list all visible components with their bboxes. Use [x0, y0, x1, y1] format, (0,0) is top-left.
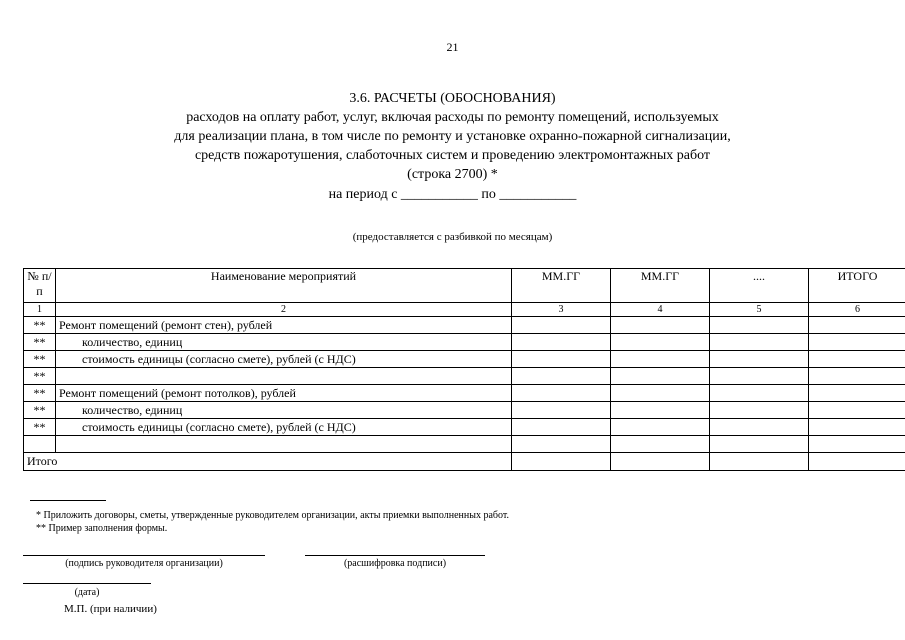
- row-name: стоимость единицы (согласно смете), рублей (с НДС): [56, 351, 512, 368]
- table-row: [24, 436, 905, 453]
- col-number: 4: [611, 303, 710, 317]
- cell[interactable]: [512, 351, 611, 368]
- total-label: Итого: [24, 453, 512, 471]
- cell[interactable]: [710, 385, 809, 402]
- cell[interactable]: [809, 436, 905, 453]
- cell[interactable]: [512, 385, 611, 402]
- decode-signature-line: [305, 555, 485, 556]
- page-number: 21: [446, 40, 459, 54]
- cell[interactable]: [512, 453, 611, 471]
- row-num: **: [24, 317, 56, 334]
- row-name: стоимость единицы (согласно смете), рублей (с НДС): [56, 419, 512, 436]
- header-num: № п/п: [24, 269, 56, 303]
- document-title: 3.6. РАСЧЕТЫ (ОБОСНОВАНИЯ): [349, 91, 556, 106]
- row-name: количество, единиц: [56, 402, 512, 419]
- footnote-divider: [30, 500, 106, 501]
- table-row: [24, 351, 905, 368]
- period-line: на период с ___________ по ___________: [328, 187, 577, 202]
- monthly-breakdown-note: (предоставляется с разбивкой по месяцам): [352, 231, 553, 243]
- col-number: 2: [56, 303, 512, 317]
- header-name: Наименование мероприятий: [56, 269, 512, 303]
- cell[interactable]: [710, 317, 809, 334]
- column-number-row: [24, 303, 905, 317]
- row-name: [56, 368, 512, 385]
- cell[interactable]: [710, 436, 809, 453]
- table-row: [24, 334, 905, 351]
- cell[interactable]: [809, 419, 905, 436]
- row-num: **: [24, 419, 56, 436]
- row-num: [24, 436, 56, 453]
- cell[interactable]: [710, 402, 809, 419]
- col-number: 6: [809, 303, 905, 317]
- date-caption: (дата): [74, 587, 100, 598]
- cell[interactable]: [809, 402, 905, 419]
- table-header-row: [24, 269, 905, 303]
- head-signature-line: [23, 555, 265, 556]
- cell[interactable]: [512, 368, 611, 385]
- title-line-5: (строка 2700) *: [407, 167, 498, 182]
- cell[interactable]: [512, 436, 611, 453]
- table-row: [24, 402, 905, 419]
- head-signature-caption: (подпись руководителя организации): [65, 558, 223, 569]
- header-month-2: ММ.ГГ: [611, 269, 710, 303]
- cell[interactable]: [710, 334, 809, 351]
- row-num: **: [24, 385, 56, 402]
- decode-signature-caption: (расшифровка подписи): [343, 558, 447, 569]
- footnote-2: ** Пример заполнения формы.: [36, 523, 168, 534]
- stamp-place: М.П. (при наличии): [64, 603, 157, 615]
- cell[interactable]: [611, 385, 710, 402]
- cell[interactable]: [809, 351, 905, 368]
- date-line: [23, 583, 151, 584]
- table-row: [24, 317, 905, 334]
- cell[interactable]: [611, 419, 710, 436]
- header-total: ИТОГО: [809, 269, 905, 303]
- col-number: 5: [710, 303, 809, 317]
- cell[interactable]: [809, 334, 905, 351]
- row-num: **: [24, 334, 56, 351]
- row-num: **: [24, 402, 56, 419]
- header-ellipsis: ....: [710, 269, 809, 303]
- cell[interactable]: [809, 385, 905, 402]
- table-row: [24, 368, 905, 385]
- row-num: **: [24, 351, 56, 368]
- cell[interactable]: [512, 402, 611, 419]
- cell[interactable]: [512, 317, 611, 334]
- title-line-3: для реализации плана, в том числе по ремонту и установке охранно-пожарной сигнализации,: [174, 129, 731, 144]
- cell[interactable]: [512, 334, 611, 351]
- row-name: количество, единиц: [56, 334, 512, 351]
- cell[interactable]: [809, 368, 905, 385]
- cell[interactable]: [611, 351, 710, 368]
- row-name: Ремонт помещений (ремонт потолков), рублей: [56, 385, 512, 402]
- row-num: **: [24, 368, 56, 385]
- col-number: 1: [24, 303, 56, 317]
- cell[interactable]: [611, 368, 710, 385]
- header-month-1: ММ.ГГ: [512, 269, 611, 303]
- cell[interactable]: [611, 334, 710, 351]
- cell[interactable]: [809, 317, 905, 334]
- cell[interactable]: [710, 453, 809, 471]
- table-row: [24, 385, 905, 402]
- cell[interactable]: [710, 351, 809, 368]
- title-line-4: средств пожаротушения, слаботочных систем и проведению электромонтажных работ: [194, 148, 711, 163]
- expense-table: [23, 268, 905, 471]
- footnote-1: * Приложить договоры, сметы, утвержденные руководителем организации, акты приемки выполненных работ.: [36, 510, 509, 521]
- cell[interactable]: [809, 453, 905, 471]
- row-name: [56, 436, 512, 453]
- col-number: 3: [512, 303, 611, 317]
- total-row: [24, 453, 905, 471]
- cell[interactable]: [611, 402, 710, 419]
- cell[interactable]: [611, 436, 710, 453]
- cell[interactable]: [611, 453, 710, 471]
- cell[interactable]: [710, 368, 809, 385]
- row-name: Ремонт помещений (ремонт стен), рублей: [56, 317, 512, 334]
- table-row: [24, 419, 905, 436]
- cell[interactable]: [512, 419, 611, 436]
- cell[interactable]: [611, 317, 710, 334]
- cell[interactable]: [710, 419, 809, 436]
- title-line-2: расходов на оплату работ, услуг, включая расходы по ремонту помещений, используемых: [186, 110, 719, 125]
